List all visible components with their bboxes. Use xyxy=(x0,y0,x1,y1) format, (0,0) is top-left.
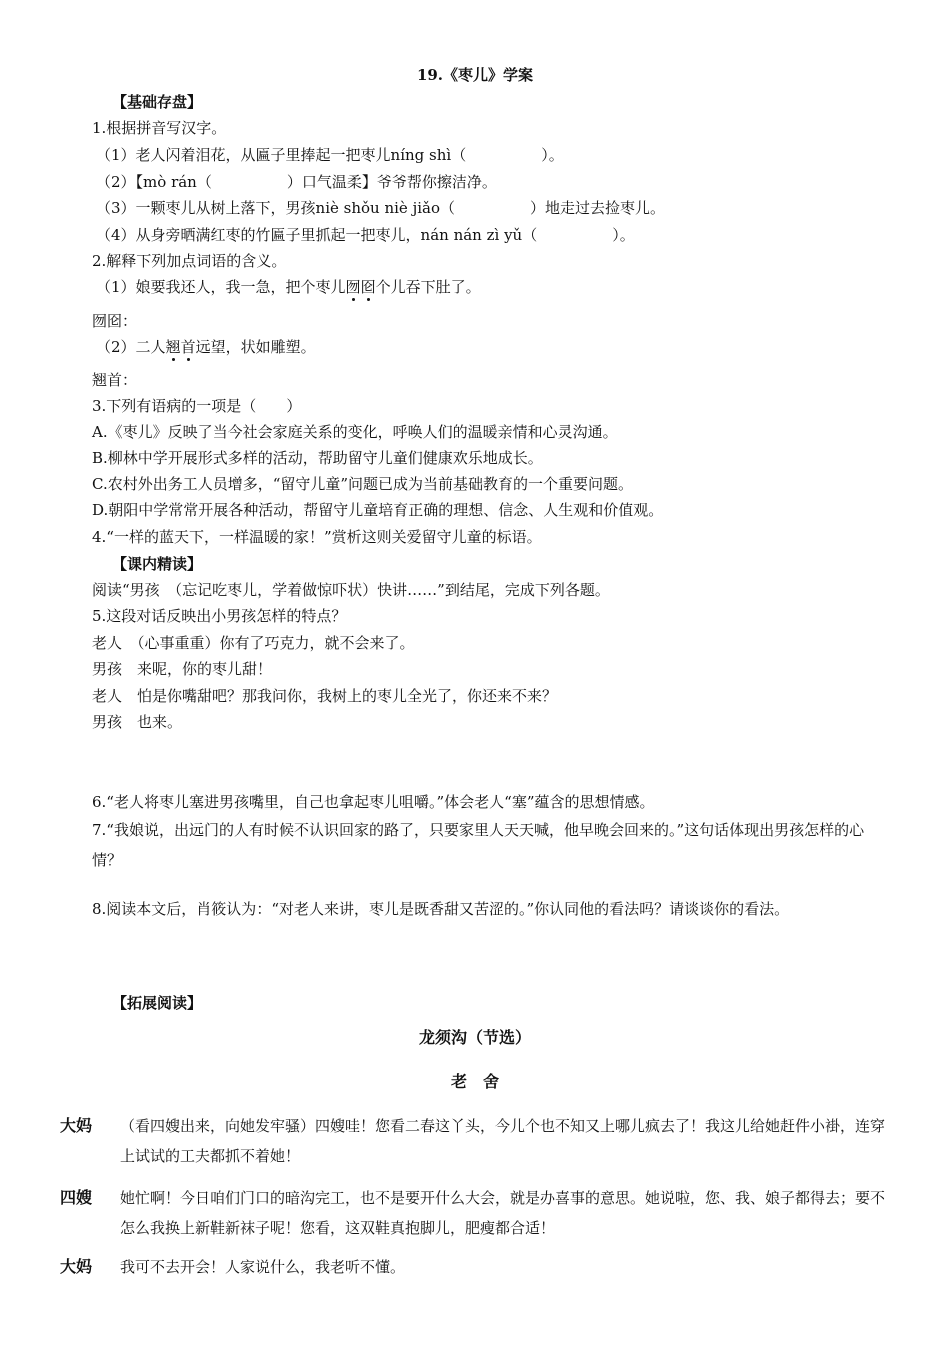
dialogue-line: 男孩 也来。 xyxy=(92,713,183,731)
question-1-1: （1）老人闪着泪花，从匾子里捧起一把枣儿níng shì（ ）。 xyxy=(96,146,564,164)
speaker-label: 大妈 xyxy=(60,1116,93,1135)
question-1-2: （2）【mò rán（ ）口气温柔】爷爷帮你擦洁净。 xyxy=(96,173,497,191)
reading-instruction: 阅读“男孩 （忘记吃枣儿，学着做惊吓状）快讲……”到结尾，完成下列各题。 xyxy=(92,581,610,599)
dotted-char: 囵 xyxy=(360,278,376,296)
question-2: 2.解释下列加点词语的含义。 xyxy=(92,252,287,270)
option-c: C.农村外出务工人员增多，“留守儿童”问题已成为当前基础教育的一个重要问题。 xyxy=(92,475,634,493)
question-3: 3.下列有语病的一项是（ ） xyxy=(92,397,302,415)
dialogue-line: 老人 怕是你嘴甜吧？那我问你，我树上的枣儿全光了，你还来不来？ xyxy=(92,687,558,705)
dotted-char: 囫 xyxy=(345,278,361,296)
section-heading-extended: 【拓展阅读】 xyxy=(112,994,203,1012)
option-d: D.朝阳中学常常开展各种活动，帮留守儿童培育正确的理想、信念、人生观和价值观。 xyxy=(92,501,664,519)
question-5: 5.这段对话反映出小男孩怎样的特点？ xyxy=(92,607,347,625)
dialogue-line: 老人 （心事重重）你有了巧克力，就不会来了。 xyxy=(92,634,415,652)
question-1: 1.根据拼音写汉字。 xyxy=(92,119,227,137)
answer-label-huluo: 囫囵： xyxy=(92,312,138,330)
question-8 xyxy=(92,894,892,924)
speaker-label: 四嫂 xyxy=(60,1188,93,1207)
dialogue-line: 男孩 来呢，你的枣儿甜！ xyxy=(92,660,273,678)
question-2-2-prefix: （2）二人 xyxy=(96,338,166,356)
dotted-char: 首 xyxy=(180,338,196,356)
question-2-1-suffix: 个儿吞下肚了。 xyxy=(375,278,481,296)
question-1-4: （4）从身旁晒满红枣的竹匾子里抓起一把枣儿，nán nán zì yǔ（ ）。 xyxy=(96,226,635,244)
option-b: B.柳林中学开展形式多样的活动，帮助留守儿童们健康欢乐地成长。 xyxy=(92,449,543,467)
question-1-3: （3）一颗枣儿从树上落下，男孩niè shǒu niè jiǎo（ ）地走过去捡枣儿。 xyxy=(96,199,665,217)
question-2-2-suffix: 远望，状如雕塑。 xyxy=(195,338,316,356)
question-2-1 xyxy=(96,277,481,297)
answer-label-qiaoshou: 翘首： xyxy=(92,371,138,389)
section-heading-basic: 【基础存盘】 xyxy=(112,93,203,111)
play-title: 龙须沟（节选） xyxy=(418,1028,531,1047)
option-a: A.《枣儿》反映了当今社会家庭关系的变化，呼唤人们的温暖亲情和心灵沟通。 xyxy=(92,423,618,441)
page-title: 19.《枣儿》学案 xyxy=(416,66,534,84)
speech-text: 她忙啊！今日咱们门口的暗沟完工，也不是要开什么大会，就是办喜事的意思。她说啦，您、我、娘子都得去；要不怎么我换上新鞋新袜子呢！您看，这双鞋真抱脚儿，肥瘦都合适！ xyxy=(120,1189,886,1237)
dotted-char: 翘 xyxy=(165,338,181,356)
question-2-1-prefix: （1）娘要我还人，我一急，把个枣儿 xyxy=(96,278,346,296)
question-4: 4.“一样的蓝天下，一样温暖的家！”赏析这则关爱留守儿童的标语。 xyxy=(92,528,542,546)
section-heading-close-reading: 【课内精读】 xyxy=(112,555,203,573)
question-7 xyxy=(92,815,892,875)
speaker-label: 大妈 xyxy=(60,1257,93,1276)
speech-text: （看四嫂出来，向她发牢骚）四嫂哇！您看二春这丫头，今儿个也不知又上哪儿疯去了！我这儿给她赶件小褂，连穿上试试的工夫都抓不着她！ xyxy=(120,1117,886,1165)
question-8-text: 8.阅读本文后，肖筱认为：“对老人来讲，枣儿是既香甜又苦涩的。”你认同他的看法吗？请谈谈你的看法。 xyxy=(92,900,790,918)
question-2-2 xyxy=(96,337,316,357)
speech-text: 我可不去开会！人家说什么，我老听不懂。 xyxy=(120,1258,406,1276)
play-author: 老 舍 xyxy=(450,1072,499,1091)
question-7-text: 7.“我娘说，出远门的人有时候不认识回家的路了，只要家里人天天喊，他早晚会回来的。”这句话体现出男孩怎样的心情？ xyxy=(92,821,865,869)
question-6: 6.“老人将枣儿塞进男孩嘴里，自己也拿起枣儿咀嚼。”体会老人“塞”蕴含的思想情感。 xyxy=(92,793,655,811)
